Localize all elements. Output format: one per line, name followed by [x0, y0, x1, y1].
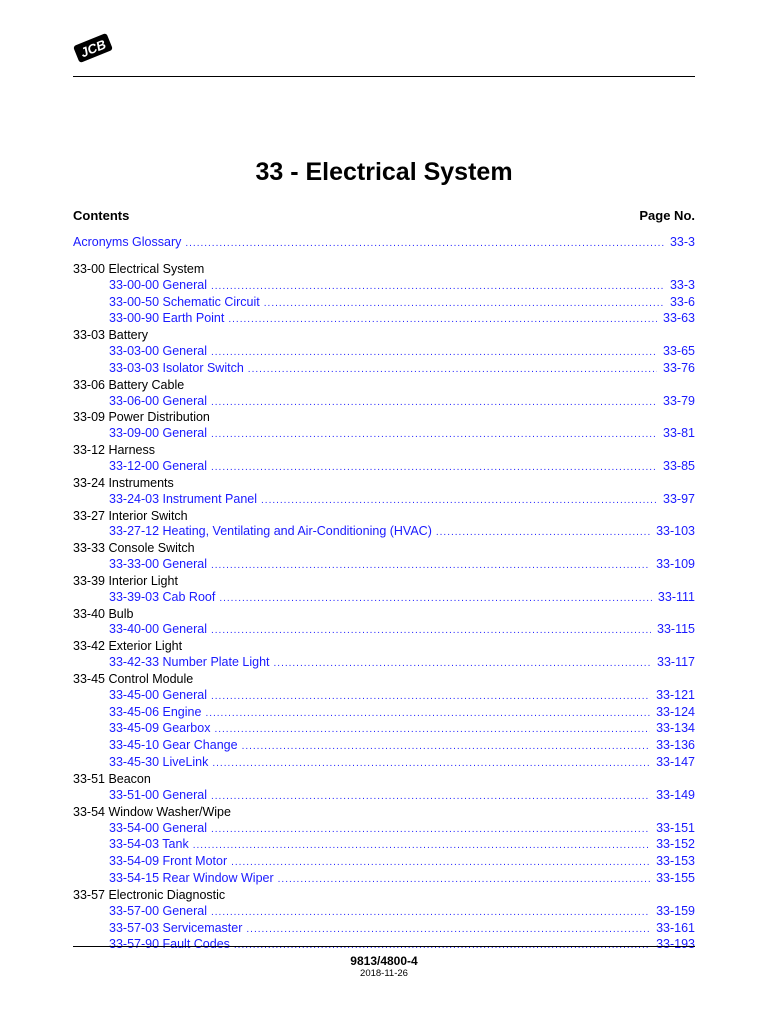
toc-entry-label: 33-00-00 General	[109, 277, 207, 292]
toc-entry-link[interactable]	[73, 361, 695, 378]
toc-entry-label: 33-57-00 General	[109, 903, 207, 918]
toc-entry-link[interactable]	[73, 622, 695, 639]
toc-leader-dots	[231, 855, 650, 871]
toc-leader-dots	[193, 838, 650, 854]
toc-entry-link[interactable]	[73, 755, 695, 772]
toc-entry-page: 33-152	[656, 837, 695, 852]
toc-leader-dots	[211, 558, 650, 574]
toc-entry-page: 33-136	[656, 738, 695, 753]
toc-entry-link[interactable]	[73, 821, 695, 838]
table-of-contents	[73, 235, 695, 954]
toc-leader-dots	[211, 279, 664, 295]
logo-text: JCB	[78, 36, 109, 61]
toc-entry-label: 33-45-00 General	[109, 687, 207, 702]
toc-leader-dots	[228, 312, 657, 328]
toc-entry-page: 33-6	[669, 294, 695, 309]
toc-entry-label: 33-24-03 Instrument Panel	[109, 491, 258, 506]
toc-entry-label: 33-33-00 General	[109, 557, 207, 572]
toc-section-heading: 33-12 Harness	[73, 443, 155, 458]
toc-leader-dots	[205, 706, 650, 722]
toc-entry-label: Acronyms Glossary	[73, 235, 182, 249]
toc-leader-dots	[274, 656, 651, 672]
toc-leader-dots	[246, 922, 650, 938]
contents-header	[73, 208, 695, 224]
toc-entry-link[interactable]	[73, 904, 695, 921]
toc-leader-dots	[211, 689, 650, 705]
toc-leader-dots	[211, 905, 650, 921]
toc-entry-link[interactable]	[73, 524, 695, 541]
toc-entry-label: 33-00-90 Earth Point	[109, 311, 225, 326]
toc-entry-link[interactable]	[73, 688, 695, 705]
toc-entry-label: 33-54-15 Rear Window Wiper	[109, 871, 274, 886]
toc-entry-page: 33-97	[663, 491, 695, 506]
toc-entry-label: 33-12-00 General	[109, 458, 207, 473]
toc-entry-label: 33-03-00 General	[109, 344, 207, 359]
toc-entry-label: 33-42-33 Number Plate Light	[109, 655, 270, 670]
toc-entry-page: 33-3	[669, 277, 695, 292]
toc-spacer	[73, 252, 695, 262]
toc-section-heading: 33-51 Beacon	[73, 772, 151, 786]
toc-entry-label: 33-09-00 General	[109, 426, 207, 441]
toc-section-heading: 33-40 Bulb	[73, 606, 134, 621]
toc-leader-dots	[261, 493, 657, 509]
toc-leader-dots	[211, 623, 651, 639]
toc-entry-page: 33-161	[656, 920, 695, 935]
toc-entry-label: 33-45-30 LiveLink	[109, 755, 209, 770]
toc-section-heading: 33-27 Interior Switch	[73, 508, 188, 523]
toc-entry-label: 33-57-90 Fault Codes	[109, 937, 230, 952]
toc-entry-label: 33-51-00 General	[109, 787, 207, 802]
toc-entry-label: 33-27-12 Heating, Ventilating and Air-Conditioning (HVAC)	[109, 524, 432, 539]
toc-section-heading: 33-33 Console Switch	[73, 541, 195, 556]
toc-entry-label: 33-39-03 Cab Roof	[109, 589, 216, 604]
toc-entry-link[interactable]	[73, 854, 695, 871]
toc-entry-page: 33-115	[657, 622, 695, 637]
footer-rule	[73, 946, 695, 947]
toc-entry-page: 33-155	[656, 871, 695, 886]
toc-entry-label: 33-54-03 Tank	[109, 837, 189, 852]
toc-leader-dots	[242, 739, 651, 755]
toc-entry-page: 33-103	[656, 524, 695, 539]
page-title: 33 - Electrical System	[255, 158, 513, 186]
toc-entry-link[interactable]	[73, 590, 695, 607]
toc-entry-link[interactable]	[73, 738, 695, 755]
toc-entry-label: 33-45-06 Engine	[109, 704, 202, 719]
toc-leader-dots	[248, 362, 657, 378]
toc-entry-link[interactable]	[73, 295, 695, 312]
toc-entry-label: 33-45-10 Gear Change	[109, 738, 238, 753]
toc-entry-page: 33-109	[656, 557, 695, 572]
toc-section-heading: 33-39 Interior Light	[73, 573, 178, 588]
toc-entry-label: 33-54-00 General	[109, 820, 207, 835]
toc-entry-label: 33-45-09 Gearbox	[109, 721, 211, 736]
toc-leader-dots	[264, 296, 664, 312]
toc-entry-page: 33-193	[656, 937, 695, 952]
toc-entry-label: 33-54-09 Front Motor	[109, 854, 228, 869]
toc-leader-dots	[185, 236, 664, 252]
toc-entry-link[interactable]	[73, 705, 695, 722]
toc-leader-dots	[211, 822, 650, 838]
toc-leader-dots	[214, 722, 650, 738]
toc-leader-dots	[211, 395, 657, 411]
toc-leader-dots	[436, 525, 650, 541]
toc-entry-link[interactable]	[73, 557, 695, 574]
toc-entry-label: 33-03-03 Isolator Switch	[109, 360, 244, 375]
toc-section-heading: 33-57 Electronic Diagnostic	[73, 887, 226, 902]
document-code: 9813/4800-4	[350, 954, 418, 968]
toc-section-heading: 33-03 Battery	[73, 328, 149, 343]
toc-entry-page: 33-134	[656, 721, 695, 736]
header-rule	[73, 76, 695, 77]
toc-leader-dots	[219, 591, 652, 607]
toc-entry-page: 33-159	[656, 903, 695, 918]
toc-entry-page: 33-117	[657, 655, 695, 670]
toc-entry-page: 33-79	[663, 393, 695, 408]
toc-leader-dots	[211, 789, 650, 805]
toc-entry-link[interactable]	[73, 344, 695, 361]
jcb-logo	[72, 30, 114, 66]
toc-entry-link[interactable]	[73, 459, 695, 476]
toc-entry-page: 33-76	[663, 360, 695, 375]
toc-entry-page: 33-81	[663, 426, 695, 441]
toc-leader-dots	[278, 872, 650, 888]
toc-entry-link[interactable]	[73, 311, 695, 328]
toc-entry-page: 33-149	[656, 787, 695, 802]
toc-entry-page: 33-63	[663, 311, 695, 326]
toc-groups	[73, 262, 695, 954]
toc-entry-acronyms-glossary[interactable]	[73, 235, 695, 252]
document-date: 2018-11-26	[360, 968, 408, 979]
toc-entry-page: 33-111	[657, 589, 695, 604]
toc-section-heading: 33-54 Window Washer/Wipe	[73, 804, 231, 819]
toc-section-heading: 33-00 Electrical System	[73, 261, 205, 276]
toc-leader-dots	[211, 345, 657, 361]
page-no-label: Page No.	[639, 208, 695, 223]
toc-entry-page: 33-85	[663, 458, 695, 473]
toc-leader-dots	[211, 460, 657, 476]
toc-entry-label: 33-57-03 Servicemaster	[109, 920, 243, 935]
toc-entry-link[interactable]	[73, 871, 695, 888]
toc-entry-link[interactable]	[73, 492, 695, 509]
toc-entry-page: 33-153	[656, 854, 695, 869]
toc-section-heading: 33-42 Exterior Light	[73, 639, 183, 654]
toc-entry-link[interactable]	[73, 837, 695, 854]
toc-entry-link[interactable]	[73, 426, 695, 443]
contents-label: Contents	[73, 208, 130, 223]
toc-section-heading: 33-24 Instruments	[73, 475, 174, 490]
toc-entry-page: 33-147	[656, 755, 695, 770]
toc-entry-link[interactable]	[73, 394, 695, 411]
toc-section-heading: 33-06 Battery Cable	[73, 377, 185, 392]
toc-section-heading: 33-09 Power Distribution	[73, 410, 210, 425]
toc-entry-label: 33-06-00 General	[109, 393, 207, 408]
toc-leader-dots	[212, 756, 650, 772]
toc-entry-link[interactable]	[73, 788, 695, 805]
toc-entry-page: 33-121	[656, 687, 695, 702]
toc-entry-page: 33-3	[669, 235, 695, 249]
toc-section-heading: 33-45 Control Module	[73, 671, 194, 686]
toc-entry-page: 33-151	[656, 820, 695, 835]
toc-entry-link[interactable]	[73, 278, 695, 295]
toc-entry-label: 33-00-50 Schematic Circuit	[109, 294, 260, 309]
toc-entry-page: 33-65	[663, 344, 695, 359]
toc-entry-link[interactable]	[73, 655, 695, 672]
toc-entry-page: 33-124	[656, 704, 695, 719]
toc-entry-label: 33-40-00 General	[109, 622, 207, 637]
toc-entry-link[interactable]	[73, 721, 695, 738]
toc-entry-link[interactable]	[73, 921, 695, 938]
toc-leader-dots	[211, 427, 657, 443]
